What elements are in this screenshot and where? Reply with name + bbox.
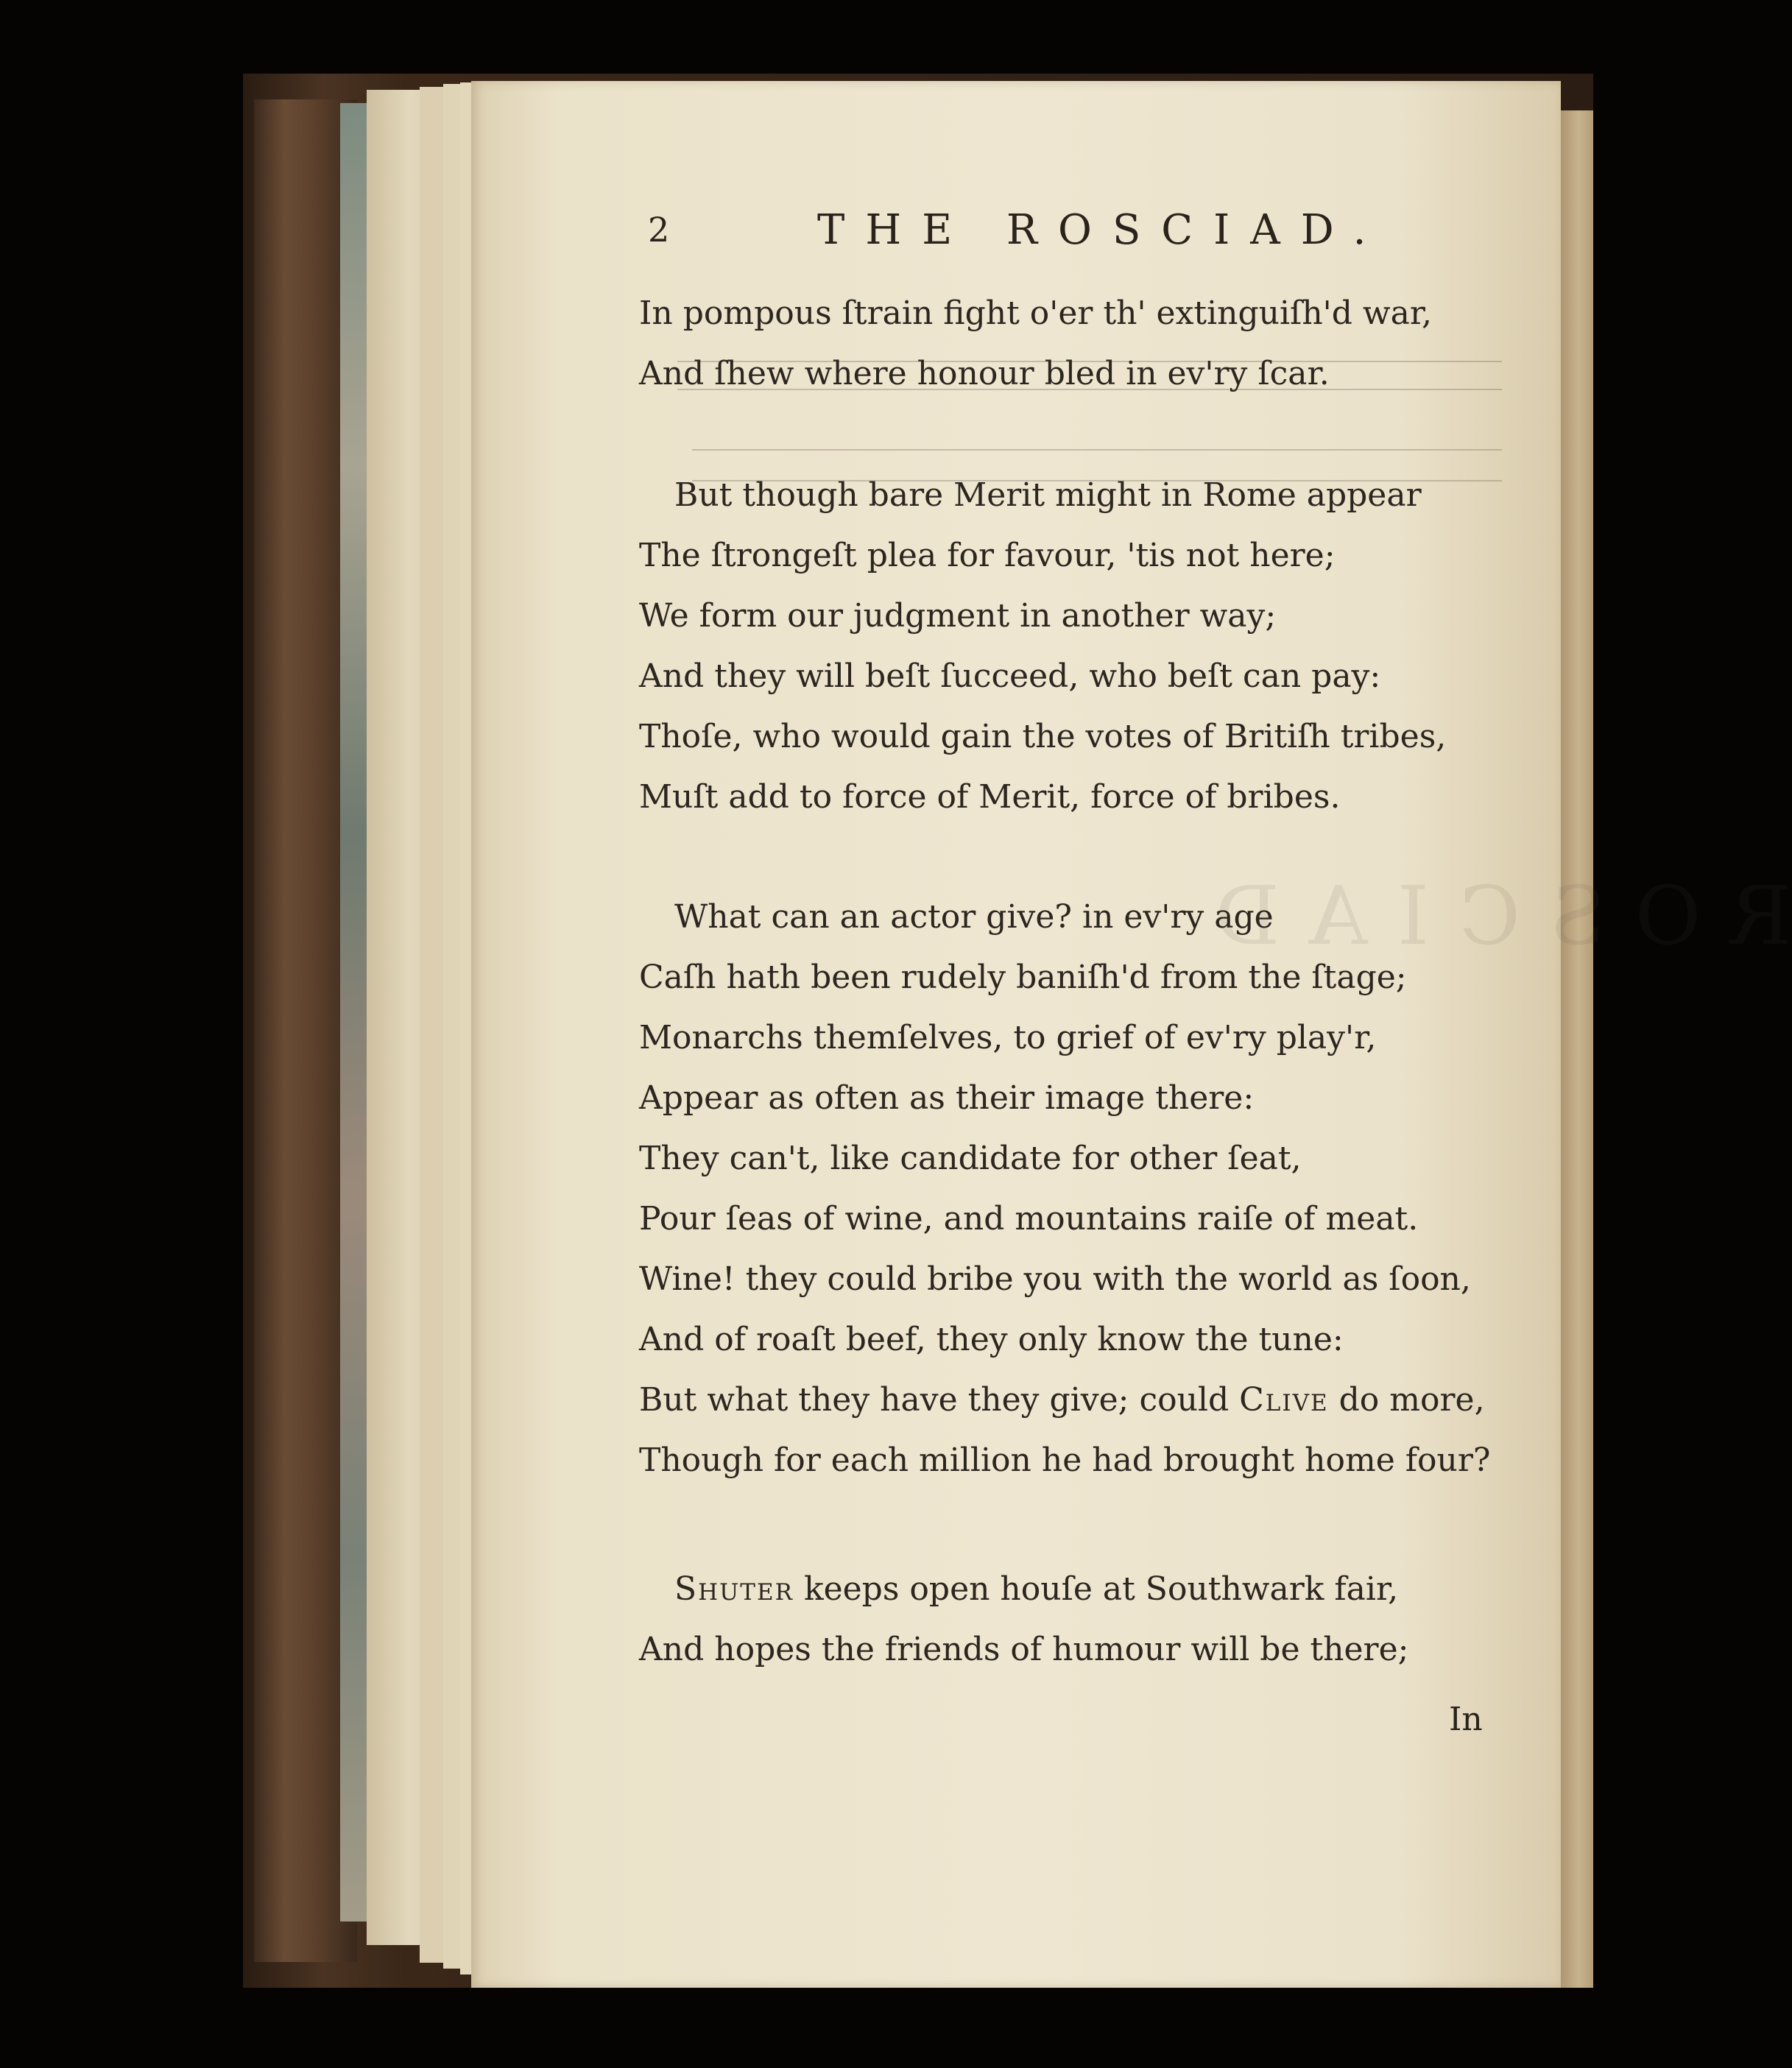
verse-line: And hopes the friends of humour will be there; — [639, 1631, 1409, 1668]
name-small-caps: Clive — [1239, 1381, 1329, 1419]
verse-line: Caſh hath been rudely baniſh'd from the ſtage; — [639, 959, 1407, 996]
stanza — [639, 1559, 1508, 1680]
verse-line: And of roaſt beef, they only know the tune: — [639, 1321, 1344, 1358]
catchword: In — [1449, 1701, 1483, 1738]
verse-line: Though for each million he had brought home four? — [639, 1441, 1491, 1479]
verse-line — [639, 1559, 1508, 1620]
verse-line: Muſt add to force of Merit, force of bribes. — [639, 778, 1341, 816]
verse-text: But what they have they give; could — [639, 1381, 1240, 1419]
verse-line: Monarchs themſelves, to grief of ev'ry play'r, — [639, 1019, 1377, 1056]
verse-line: Pour ſeas of wine, and mountains raiſe of meat. — [639, 1200, 1419, 1238]
name-small-caps: Shuter — [674, 1570, 794, 1608]
show-through-rule — [692, 449, 1502, 451]
verse-line: They can't, like candidate for other ſeat, — [639, 1140, 1302, 1177]
verse-line: We form our judgment in another way; — [639, 597, 1277, 635]
stanza — [639, 465, 1508, 827]
stanza — [639, 283, 1508, 404]
verse-text: keeps open houſe at Southwark fair, — [793, 1570, 1399, 1608]
verse-text: do more, — [1328, 1381, 1485, 1419]
show-through-text: ROSCIAD — [1185, 869, 1792, 963]
verse-line: Thoſe, who would gain the votes of Britiſh tribes, — [639, 718, 1447, 755]
verse-line: And they will beſt ſucceed, who beſt can pay: — [639, 657, 1381, 695]
verse-line: In pompous ſtrain fight o'er th' extinguiſh'd war, — [639, 294, 1433, 332]
verse-line: What can an actor give? in ev'ry age — [674, 898, 1274, 936]
verse-line: And ſhew where honour bled in ev'ry ſcar. — [639, 355, 1330, 392]
verse-line: But though bare Merit might in Rome appear — [674, 476, 1422, 514]
verse-line: The ſtrongeſt plea for favour, 'tis not here; — [639, 537, 1336, 574]
facing-page-edge — [1557, 110, 1593, 1988]
page-number: 2 — [648, 210, 670, 250]
stanza — [639, 887, 1508, 1491]
verse-line — [639, 1370, 1508, 1430]
running-title: THE ROSCIAD. — [817, 206, 1387, 254]
verse-line: Wine! they could bribe you with the world as ſoon, — [639, 1260, 1471, 1298]
verse-line: Appear as often as their image there: — [639, 1079, 1255, 1117]
marbled-endpaper — [340, 103, 370, 1921]
